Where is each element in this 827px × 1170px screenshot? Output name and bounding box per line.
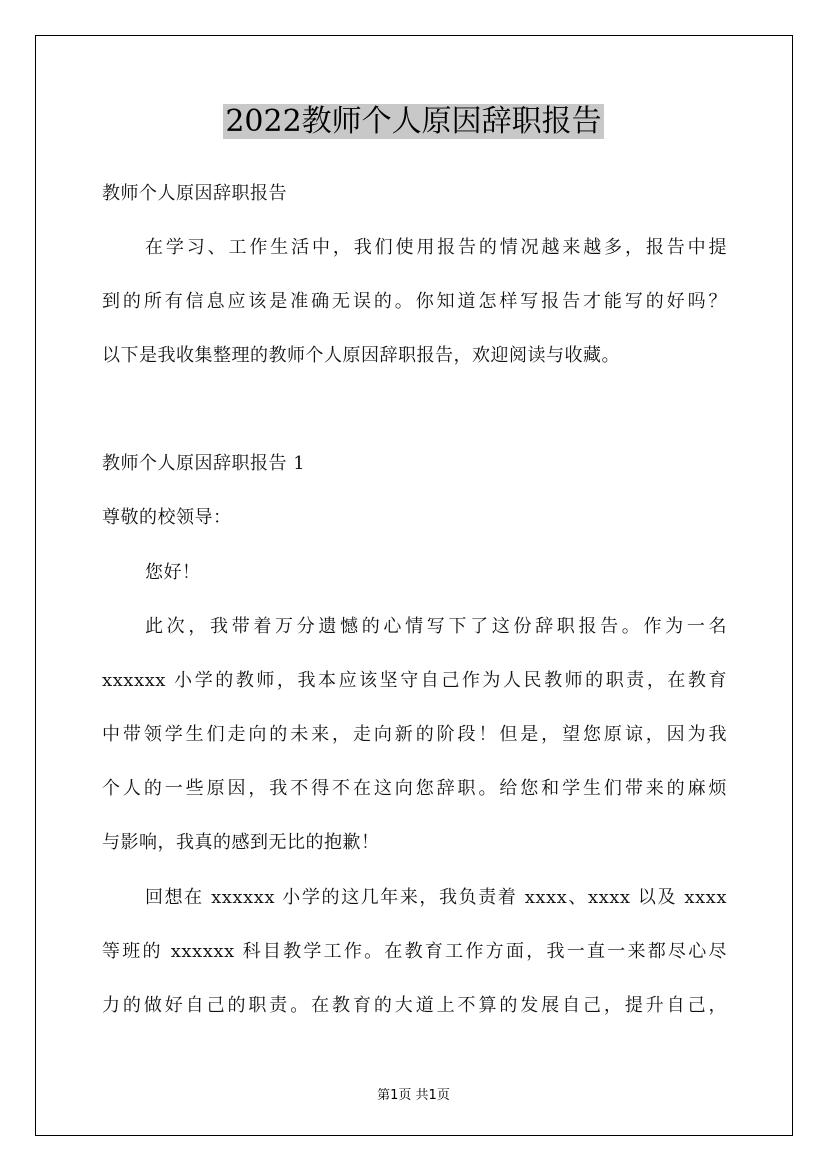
paragraph-line: 力的做好自己的职责。在教育的大道上不算的发展自己，提升自己，: [102, 995, 727, 1016]
paragraph-line: xxxxxx 小学的教师，我本应该坚守自己作为人民教师的职责，在教育: [102, 670, 727, 691]
greeting: 您好！: [145, 562, 201, 583]
paragraph-line: 回想在 xxxxxx 小学的这几年来，我负责着 xxxx、xxxx 以及 xxxx: [145, 887, 727, 908]
paragraph-line: 以下是我收集整理的教师个人原因辞职报告，欢迎阅读与收藏。: [102, 345, 620, 366]
section-heading: 教师个人原因辞职报告: [102, 183, 287, 204]
paragraph-line: 到的所有信息应该是准确无误的。你知道怎样写报告才能写的好吗？: [102, 291, 727, 312]
paragraph-line: 等班的 xxxxxx 科目教学工作。在教育工作方面，我一直一来都尽心尽: [102, 941, 727, 962]
paragraph-line: 与影响，我真的感到无比的抱歉！: [102, 832, 380, 853]
paragraph-line: 在学习、工作生活中，我们使用报告的情况越来越多，报告中提: [145, 237, 727, 258]
paragraph-line: 个人的一些原因，我不得不在这向您辞职。给您和学生们带来的麻烦: [102, 778, 727, 799]
section-heading: 教师个人原因辞职报告 1: [102, 453, 306, 474]
paragraph-line: 中带领学生们走向的未来，走向新的阶段！但是，望您原谅，因为我: [102, 724, 727, 745]
document-title: 2022教师个人原因辞职报告: [225, 104, 602, 139]
salutation: 尊敬的校领导：: [102, 507, 232, 528]
paragraph-line: 此次，我带着万分遗憾的心情写下了这份辞职报告。作为一名: [145, 616, 727, 637]
page-number-footer: 第1页 共1页: [377, 1088, 450, 1103]
